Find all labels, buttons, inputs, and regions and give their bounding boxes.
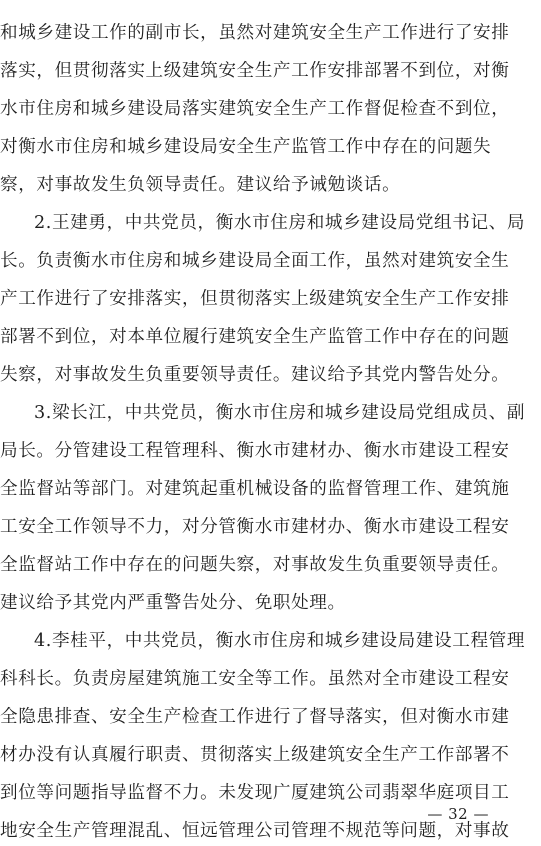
text-line-12: 局长。分管建设工程管理科、衡水市建材办、衡水市建设工程安 [0, 441, 510, 461]
text-line-15: 全监督站工作中存在的问题失察，对事故发生负重要领导责任。 [0, 555, 510, 575]
text-line-4: 对衡水市住房和城乡建设局安全生产监管工作中存在的问题失 [0, 137, 492, 157]
text-line-18: 科科长。负责房屋建筑施工安全等工作。虽然对全市建设工程安 [0, 669, 510, 689]
text-line-14: 工安全工作领导不力，对分管衡水市建材办、衡水市建设工程安 [0, 517, 510, 537]
text-line-10: 失察，对事故发生负重要领导责任。建议给予其党内警告处分。 [0, 365, 510, 385]
text-line-1: 和城乡建设工作的副市长，虽然对建筑安全生产工作进行了安排 [0, 23, 510, 43]
text-line-22: 地安全生产管理混乱、恒远管理公司管理不规范等问题，对事故 [0, 821, 510, 841]
text-line-16: 建议给予其党内严重警告处分、免职处理。 [0, 593, 346, 613]
text-line-5: 察，对事故发生负领导责任。建议给予诫勉谈话。 [0, 175, 401, 195]
text-line-9: 部署不到位，对本单位履行建筑安全生产监管工作中存在的问题 [0, 327, 510, 347]
text-line-19: 全隐患排查、安全生产检查工作进行了督导落实，但对衡水市建 [0, 707, 510, 727]
text-line-2: 落实，但贯彻落实上级建筑安全生产工作安排部署不到位，对衡 [0, 61, 510, 81]
text-line-3: 水市住房和城乡建设局落实建筑安全生产工作督促检查不到位， [0, 99, 510, 119]
text-line-21: 到位等问题指导监督不力。未发现广厦建筑公司翡翠华庭项目工 [0, 783, 510, 803]
text-line-7: 长。负责衡水市住房和城乡建设局全面工作，虽然对建筑安全生 [0, 251, 510, 271]
text-line-11: 3.梁长江，中共党员，衡水市住房和城乡建设局党组成员、副 [34, 403, 526, 423]
text-line-13: 全监督站等部门。对建筑起重机械设备的监督管理工作、建筑施 [0, 479, 510, 499]
text-line-8: 产工作进行了安排落实，但贯彻落实上级建筑安全生产工作安排 [0, 289, 510, 309]
text-line-17: 4.李桂平，中共党员，衡水市住房和城乡建设局建设工程管理 [34, 631, 526, 651]
text-line-20: 材办没有认真履行职责、贯彻落实上级建筑安全生产工作部署不 [0, 745, 510, 765]
text-line-6: 2.王建勇，中共党员，衡水市住房和城乡建设局党组书记、局 [34, 213, 526, 233]
page-number: — 32 — [427, 805, 489, 823]
